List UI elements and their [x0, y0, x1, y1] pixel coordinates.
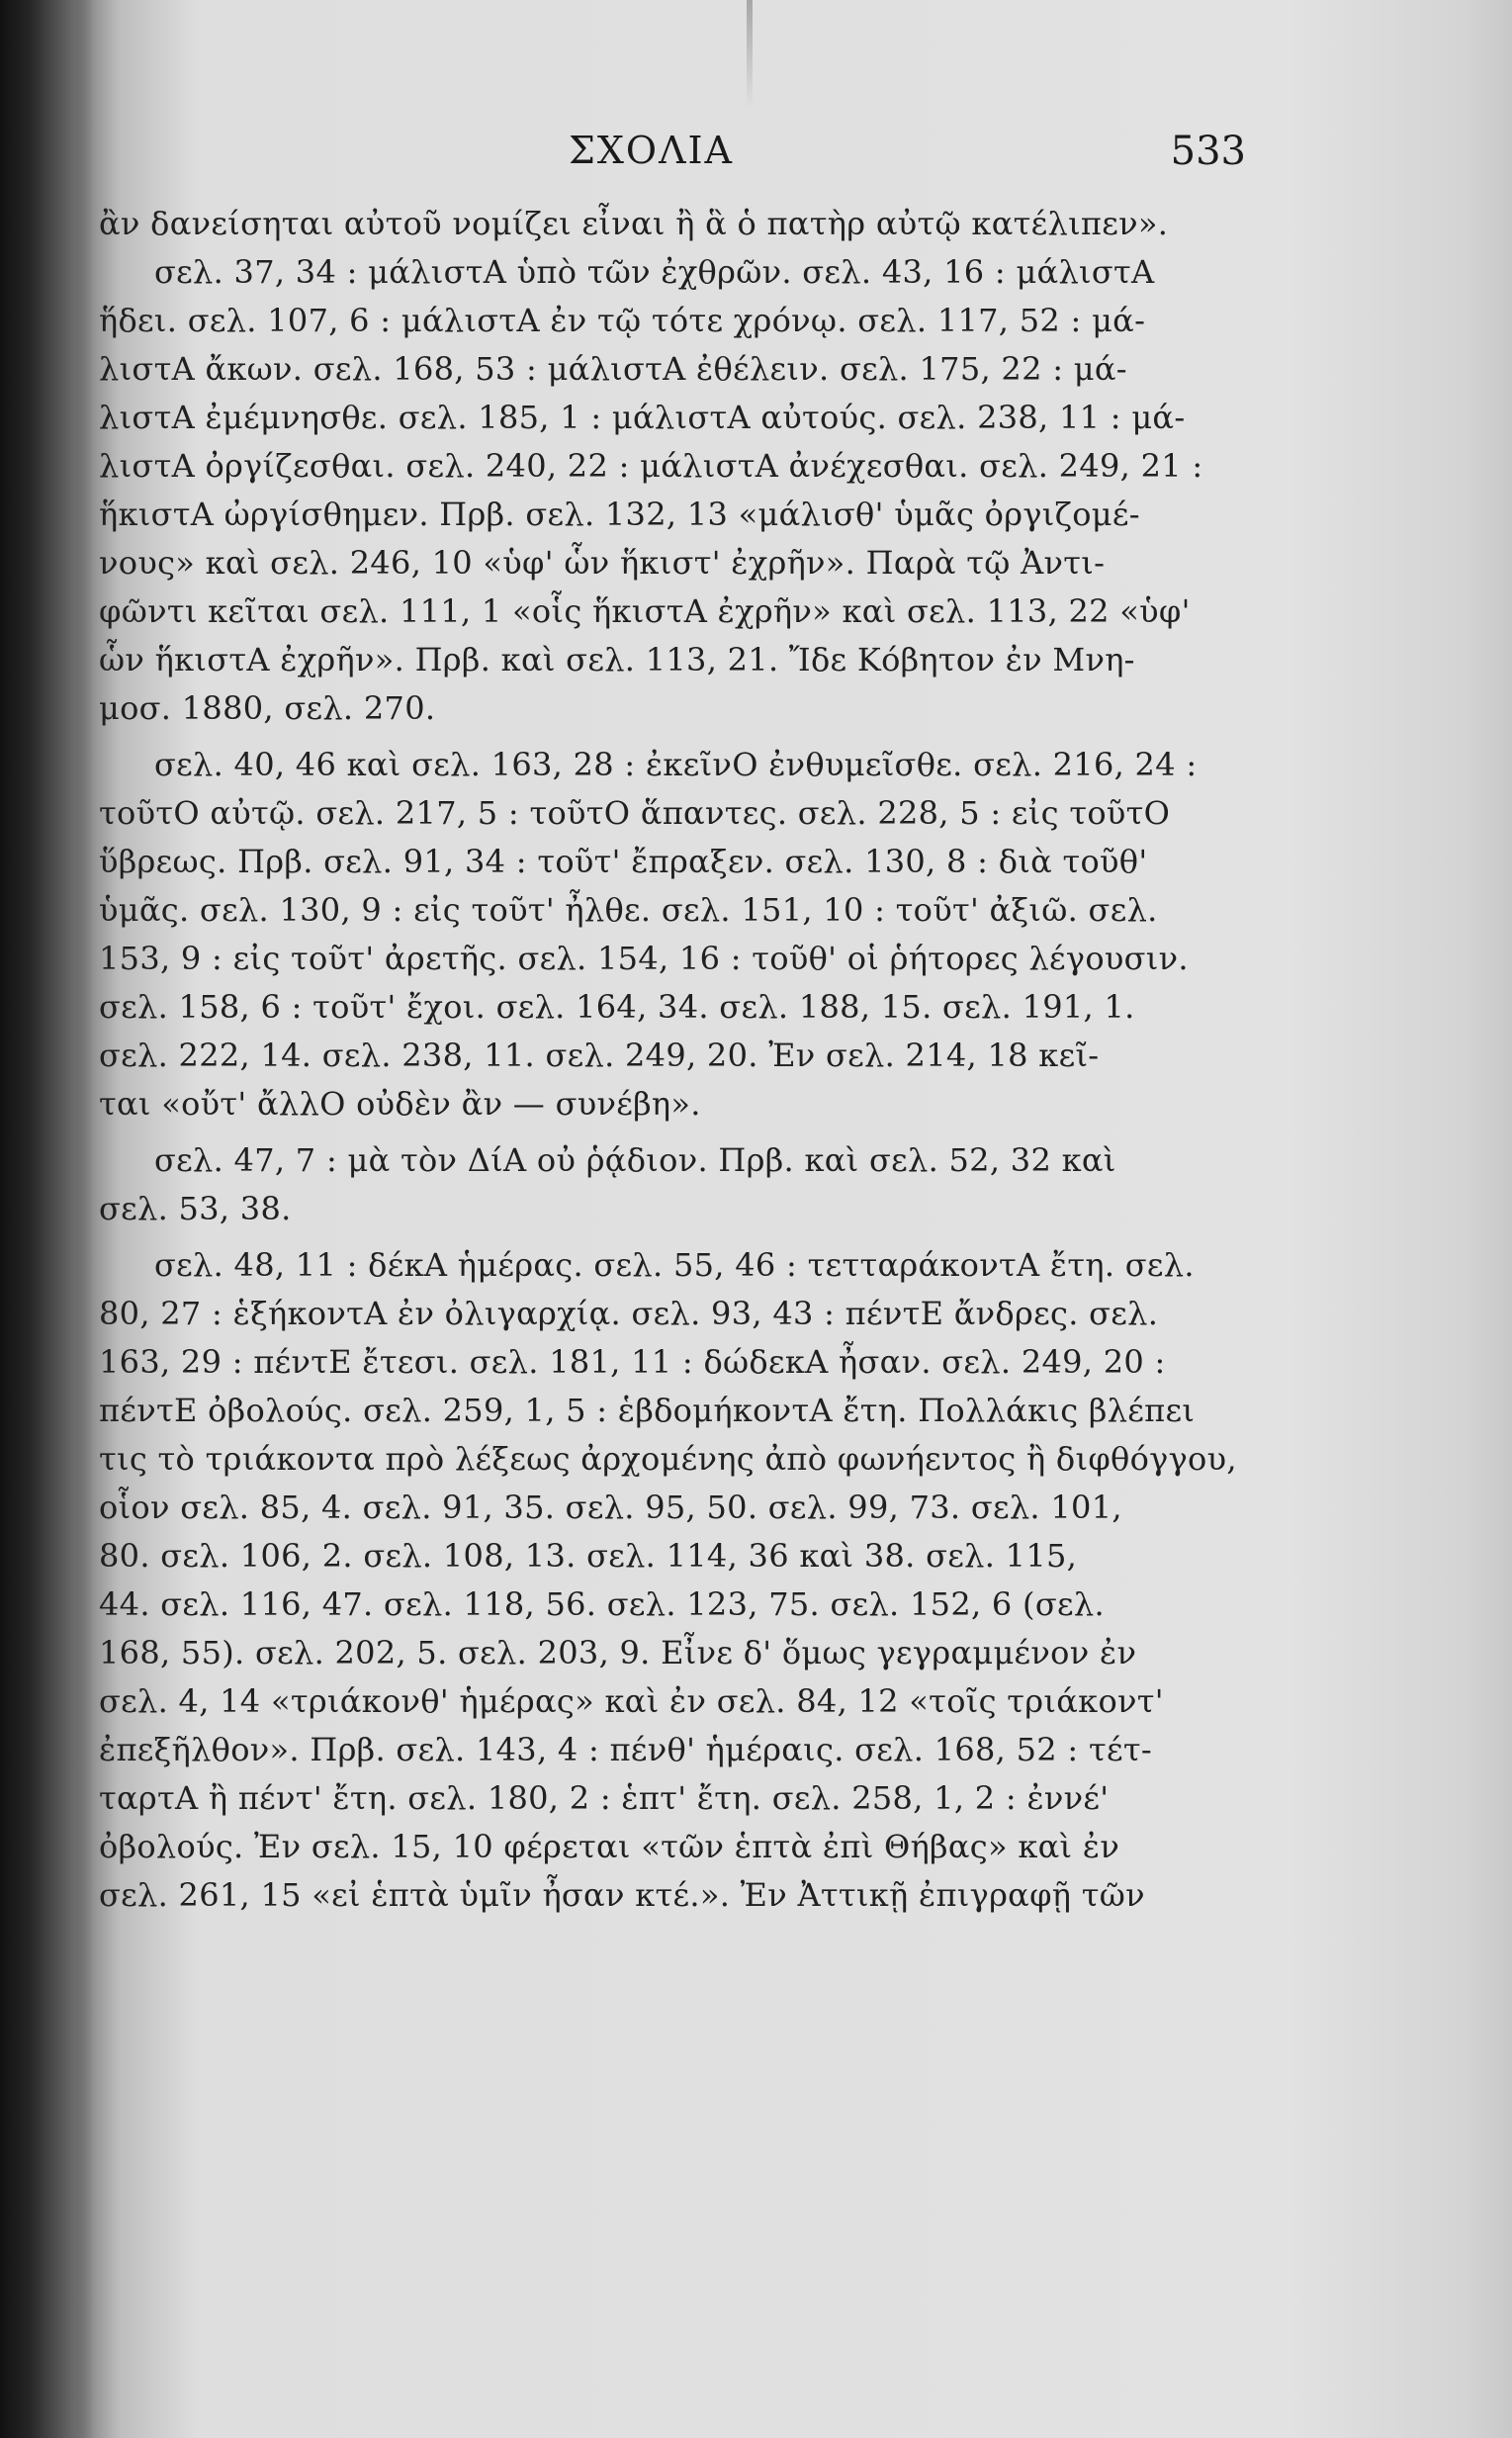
text-line: οἷον σελ. 85, 4. σελ. 91, 35. σελ. 95, 50. σελ. 99, 73. σελ. 101,: [99, 1489, 1122, 1526]
text-line: σελ. 47, 7 : μὰ τὸν ΔίΑ οὐ ῥᾴδιον. Πρβ. καὶ σελ. 52, 32 καὶ: [154, 1141, 1116, 1179]
text-line: ὧν ἥκιστΑ ἐχρῆν». Πρβ. καὶ σελ. 113, 21. Ἴδε Κόβητον ἐν Μνη-: [99, 641, 1135, 678]
text-line: ται «οὔτ' ἄλλΟ οὐδὲν ἂν — συνέβη».: [99, 1085, 701, 1123]
text-line: φῶντι κεῖται σελ. 111, 1 «οἷς ἥκιστΑ ἐχρῆν» καὶ σελ. 113, 22 «ὑφ': [99, 592, 1191, 630]
text-line: ὀβολούς. Ἐν σελ. 15, 10 φέρεται «τῶν ἑπτὰ ἐπὶ Θήβας» καὶ ἐν: [99, 1828, 1120, 1865]
text-line: λιστΑ ἐμέμνησθε. σελ. 185, 1 : μάλιστΑ αὐτούς. σελ. 238, 11 : μά-: [99, 399, 1186, 436]
paragraph-4: [99, 1241, 1236, 1920]
text-line: σελ. 222, 14. σελ. 238, 11. σελ. 249, 20. Ἐν σελ. 214, 18 κεῖ-: [99, 1037, 1100, 1074]
paragraph-3: [99, 1136, 1236, 1233]
paragraph-1: [99, 200, 1236, 733]
running-head: [99, 129, 1246, 188]
page-number: 533: [1170, 129, 1246, 174]
paragraph-gap: [99, 733, 1236, 741]
page-fold-mark: [747, 0, 753, 109]
text-line: σελ. 37, 34 : μάλιστΑ ὑπὸ τῶν ἐχθρῶν. σελ. 43, 16 : μάλιστΑ: [154, 253, 1155, 291]
text-line: σελ. 158, 6 : τοῦτ' ἔχοι. σελ. 164, 34. σελ. 188, 15. σελ. 191, 1.: [99, 988, 1135, 1026]
book-spine-shadow: [0, 0, 94, 2438]
text-line: ἐπεξῆλθον». Πρβ. σελ. 143, 4 : πένθ' ἡμέραις. σελ. 168, 52 : τέτ-: [99, 1731, 1152, 1768]
text-line: σελ. 261, 15 «εἰ ἑπτὰ ὑμῖν ἦσαν κτέ.». Ἐν Ἀττικῇ ἐπιγραφῇ τῶν: [99, 1876, 1145, 1914]
text-line: σελ. 4, 14 «τριάκονθ' ἡμέρας» καὶ ἐν σελ. 84, 12 «τοῖς τριάκοντ': [99, 1682, 1164, 1720]
text-line: ἂν δανείσηται αὐτοῦ νομίζει εἶναι ἢ ἃ ὁ πατὴρ αὐτῷ κατέλιπεν».: [99, 205, 1169, 242]
text-line: μοσ. 1880, σελ. 270.: [99, 689, 436, 727]
text-line: 163, 29 : πέντΕ ἔτεσι. σελ. 181, 11 : δώδεκΑ ἦσαν. σελ. 249, 20 :: [99, 1343, 1166, 1381]
page-content: [99, 129, 1246, 1920]
text-line: τοῦτΟ αὐτῷ. σελ. 217, 5 : τοῦτΟ ἅπαντες. σελ. 228, 5 : εἰς τοῦτΟ: [99, 794, 1171, 832]
text-line: 80. σελ. 106, 2. σελ. 108, 13. σελ. 114, 36 καὶ 38. σελ. 115,: [99, 1537, 1078, 1575]
text-line: 44. σελ. 116, 47. σελ. 118, 56. σελ. 123, 75. σελ. 152, 6 (σελ.: [99, 1585, 1105, 1623]
text-line: 168, 55). σελ. 202, 5. σελ. 203, 9. Εἶνε δ' ὅμως γεγραμμένον ἐν: [99, 1634, 1137, 1671]
paragraph-2: [99, 741, 1236, 1129]
text-line: πέντΕ ὀβολούς. σελ. 259, 1, 5 : ἑβδομήκοντΑ ἔτη. Πολλάκις βλέπει: [99, 1392, 1196, 1429]
text-line: ὑμᾶς. σελ. 130, 9 : εἰς τοῦτ' ἦλθε. σελ. 151, 10 : τοῦτ' ἀξιῶ. σελ.: [99, 891, 1158, 929]
text-line: λιστΑ ἄκων. σελ. 168, 53 : μάλιστΑ ἐθέλειν. σελ. 175, 22 : μά-: [99, 350, 1127, 388]
text-line: 153, 9 : εἰς τοῦτ' ἀρετῆς. σελ. 154, 16 : τοῦθ' οἱ ῥήτορες λέγουσιν.: [99, 940, 1189, 977]
text-line: τις τὸ τριάκοντα πρὸ λέξεως ἀρχομένης ἀπὸ φωνήεντος ἢ διφθόγγου,: [99, 1440, 1237, 1478]
text-line: νους» καὶ σελ. 246, 10 «ὑφ' ὧν ἥκιστ' ἐχρῆν». Παρὰ τῷ Ἀντι-: [99, 544, 1106, 582]
text-line: 80, 27 : ἑξήκοντΑ ἐν ὀλιγαρχίᾳ. σελ. 93, 43 : πέντΕ ἄνδρες. σελ.: [99, 1295, 1159, 1332]
text-line: λιστΑ ὀργίζεσθαι. σελ. 240, 22 : μάλιστΑ ἀνέχεσθαι. σελ. 249, 21 :: [99, 447, 1203, 485]
text-line: σελ. 53, 38.: [99, 1190, 292, 1227]
text-line: σελ. 40, 46 καὶ σελ. 163, 28 : ἐκεῖνΟ ἐνθυμεῖσθε. σελ. 216, 24 :: [154, 746, 1198, 783]
text-line: ταρτΑ ἢ πέντ' ἔτη. σελ. 180, 2 : ἑπτ' ἔτη. σελ. 258, 1, 2 : ἐννέ': [99, 1779, 1110, 1817]
body-text: [99, 200, 1236, 1920]
text-line: σελ. 48, 11 : δέκΑ ἡμέρας. σελ. 55, 46 : τετταράκοντΑ ἔτη. σελ.: [154, 1246, 1195, 1284]
text-line: ὕβρεως. Πρβ. σελ. 91, 34 : τοῦτ' ἔπραξεν. σελ. 130, 8 : διὰ τοῦθ': [99, 843, 1148, 880]
text-line: ἥκιστΑ ὠργίσθημεν. Πρβ. σελ. 132, 13 «μάλισθ' ὑμᾶς ὀργιζομέ-: [99, 496, 1140, 533]
paragraph-gap: [99, 1233, 1236, 1241]
running-title: ΣΧΟΛΙΑ: [569, 129, 734, 172]
text-line: ἥδει. σελ. 107, 6 : μάλιστΑ ἐν τῷ τότε χρόνῳ. σελ. 117, 52 : μά-: [99, 302, 1146, 339]
paragraph-gap: [99, 1129, 1236, 1136]
